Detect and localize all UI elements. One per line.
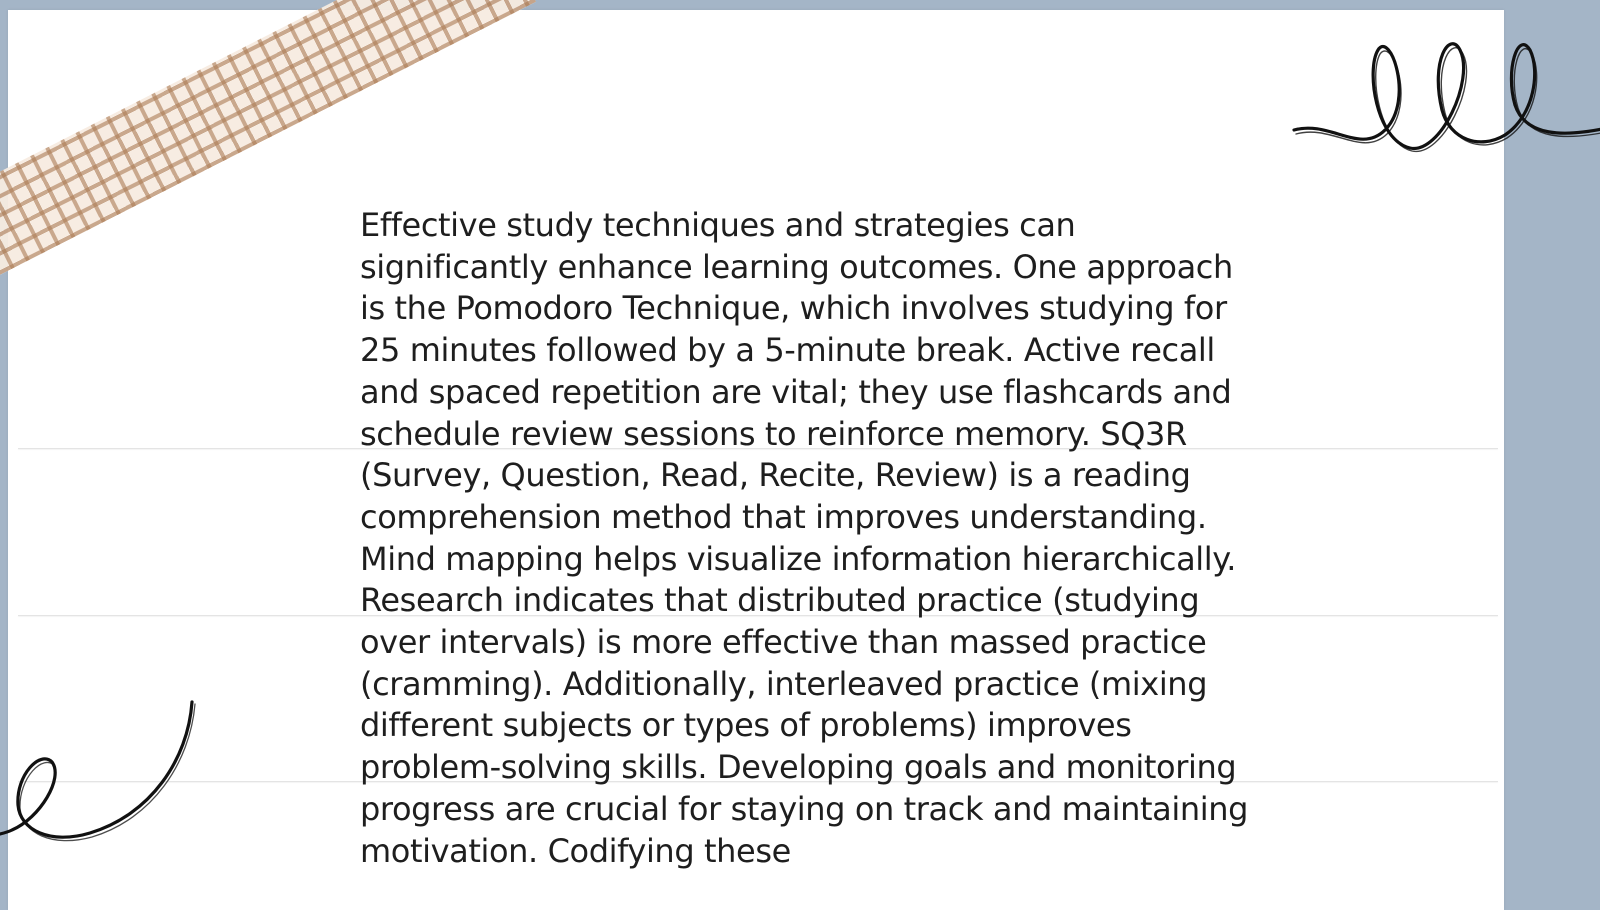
body-paragraph: Effective study techniques and strategies can significantly enhance learning outcomes. One approach is the Pomodoro Technique, which involves studying for 25 minutes followed by a 5-minute break. Active recall and spaced repetition are vital; they use flashcards and schedule review sessions to reinforce memory. SQ3R (Survey, Question, Read, Recite, Review) is a reading comprehension method that improves understanding. Mind mapping helps visualize information hierarchically. Research indicates that distributed practice (studying over intervals) is more effective than massed practice (cramming). Additionally, interleaved practice (mixing different subjects or types of problems) improves problem-solving skills. Developing goals and monitoring progress are crucial for staying on track and maintaining motivation. Codifying these (360, 206, 1248, 870)
swirl-scribble-icon (0, 700, 200, 850)
loop-scribble-icon (1290, 30, 1600, 165)
